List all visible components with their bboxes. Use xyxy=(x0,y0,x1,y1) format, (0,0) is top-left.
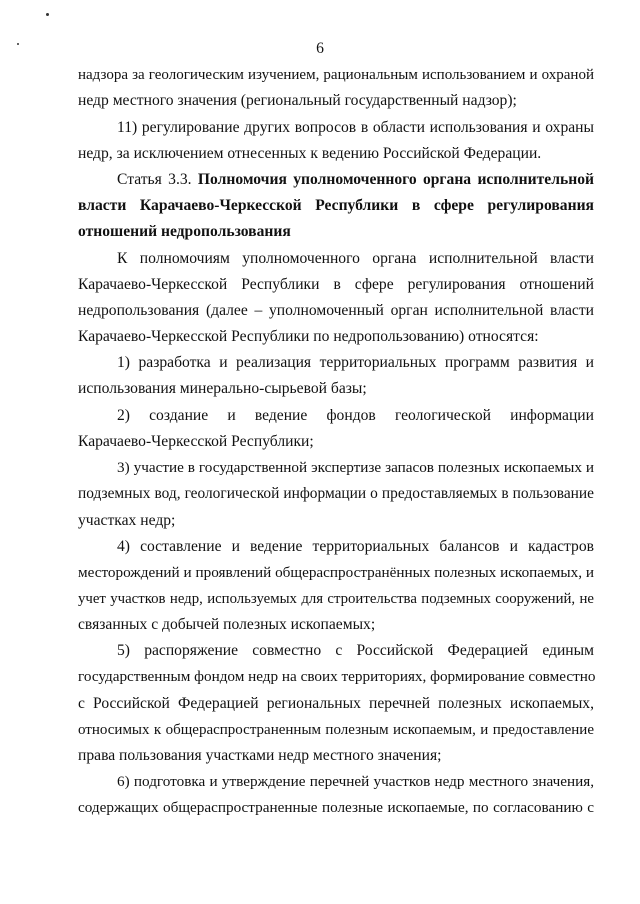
article-title: Полномочия уполномоченного органа исполнительной xyxy=(197,171,594,188)
scan-speck xyxy=(46,13,49,16)
list-item-line: Карачаево-Черкесской Республики; xyxy=(78,433,314,450)
list-item-line: 2) создание и ведение фондов геологической информации xyxy=(117,407,594,424)
text-line: недропользования (далее – уполномоченный орган исполнительной власти xyxy=(78,302,594,319)
text-line: Карачаево-Черкесской Республики в сфере регулирования отношений xyxy=(78,276,594,293)
article-number: Статья 3.3. xyxy=(117,171,198,188)
article-title-line: отношений недропользования xyxy=(78,223,291,240)
list-item-line: связанных с добычей полезных ископаемых; xyxy=(78,616,376,633)
list-item-line: с Российской Федерацией региональных перечней полезных ископаемых, xyxy=(78,695,594,712)
list-item-line: участках недр; xyxy=(78,512,176,529)
list-item-line: подземных вод, геологической информации о предоставляемых в пользование xyxy=(78,485,594,502)
list-item-line: месторождений и проявлений общераспространённых полезных ископаемых, и xyxy=(78,564,594,581)
list-item-line: содержащих общераспространенные полезные ископаемые, по согласованию с xyxy=(78,799,594,816)
list-item-line: права пользования участками недр местного значения; xyxy=(78,747,442,764)
text-line: надзора за геологическим изучением, рациональным использованием и охраной xyxy=(78,67,594,83)
text-line: недр, за исключением отнесенных к ведению Российской Федерации. xyxy=(78,145,542,162)
text-line: К полномочиям уполномоченного органа исполнительной власти xyxy=(117,250,594,267)
list-item-line: 6) подготовка и утверждение перечней участков недр местного значения, xyxy=(117,773,594,790)
list-item-line: учет участков недр, используемых для строительства подземных сооружений, не xyxy=(78,591,594,607)
list-item-line: 4) составление и ведение территориальных балансов и кадастров xyxy=(117,538,594,555)
list-item-line: относимых к общераспространенным полезным ископаемым, и предоставление xyxy=(78,722,594,738)
list-item-line: 3) участие в государственной экспертизе запасов полезных ископаемых и xyxy=(117,459,594,476)
text-line: недр местного значения (региональный государственный надзор); xyxy=(78,92,517,109)
text-line: Карачаево-Черкесской Республики по недропользованию) относятся: xyxy=(78,328,539,345)
article-heading-line xyxy=(117,170,594,190)
list-item-line: использования минерально-сырьевой базы; xyxy=(78,380,367,397)
page-number: 6 xyxy=(316,40,324,57)
text-line: 11) регулирование других вопросов в области использования и охраны xyxy=(117,119,594,136)
article-title-line: власти Карачаево-Черкесской Республики в сфере регулирования xyxy=(78,197,594,214)
list-item-line: государственным фондом недр на своих территориях, формирование совместно xyxy=(78,668,596,685)
list-item-line: 1) разработка и реализация территориальных программ развития и xyxy=(117,354,594,371)
list-item-line: 5) распоряжение совместно с Российской Федерацией единым xyxy=(117,642,594,659)
